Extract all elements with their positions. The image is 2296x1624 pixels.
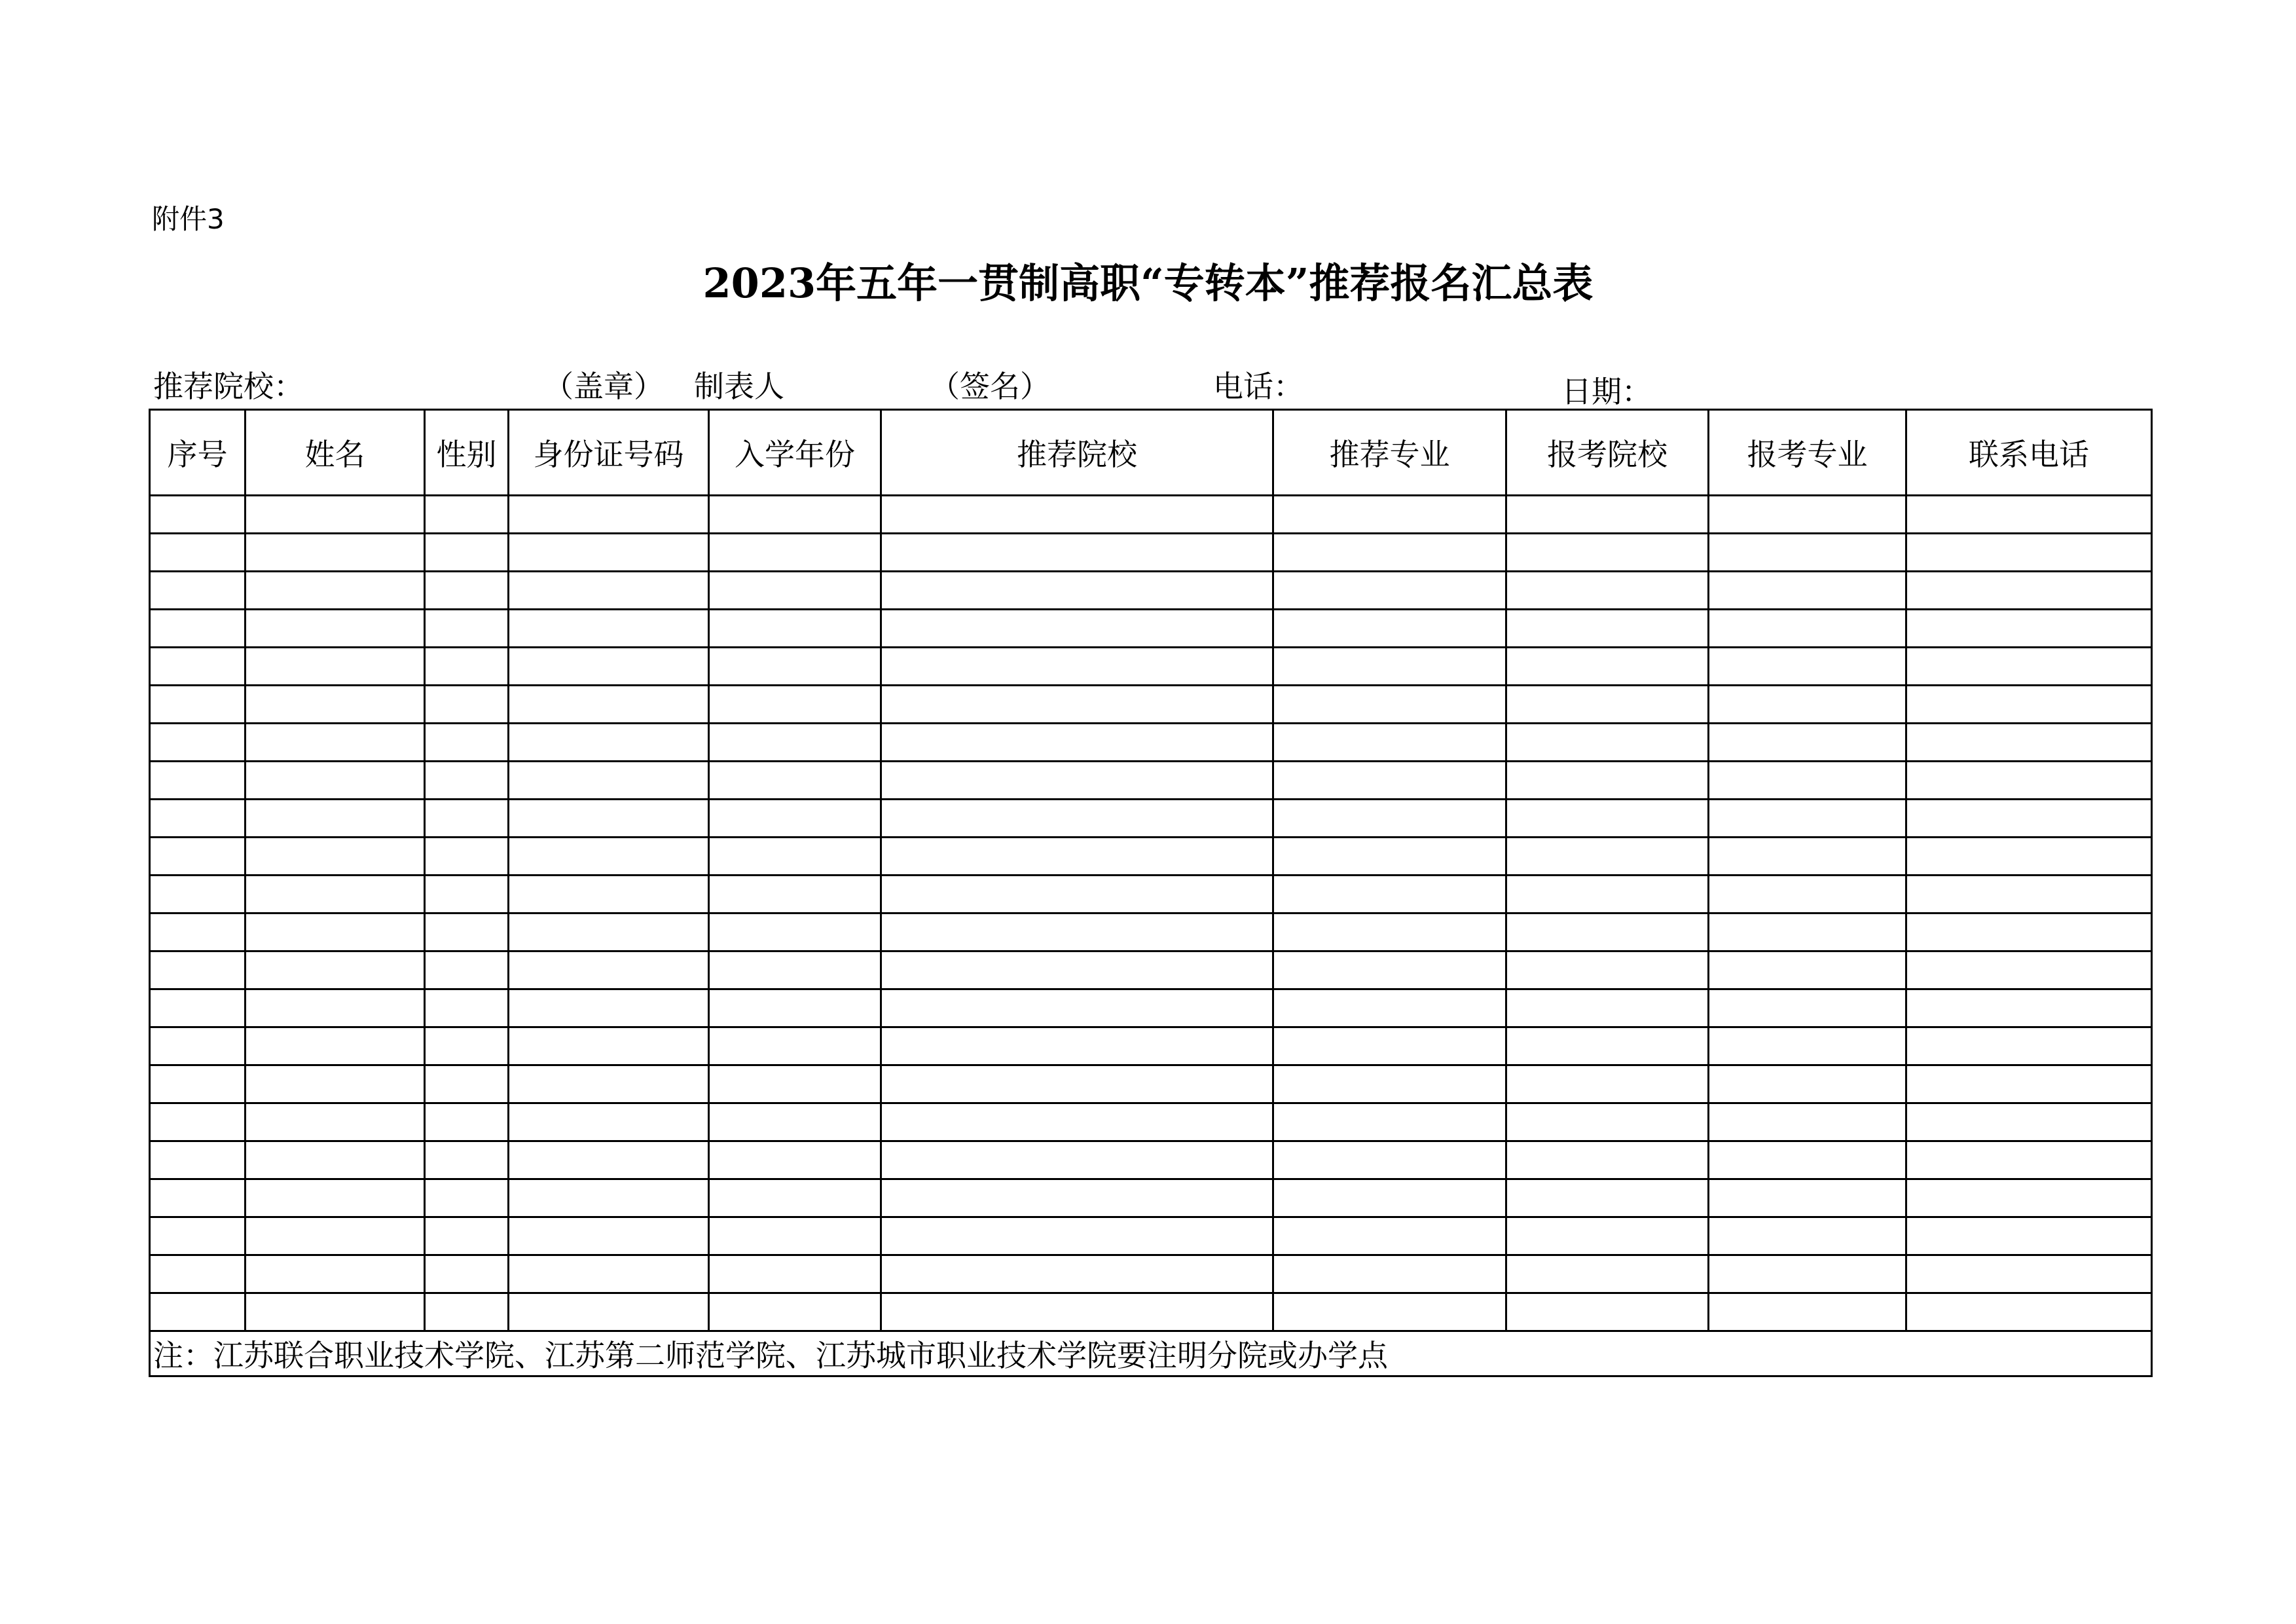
table-cell[interactable] (1709, 724, 1906, 762)
table-cell[interactable] (1906, 951, 2152, 989)
table-cell[interactable] (1273, 1141, 1506, 1179)
table-cell[interactable] (150, 1065, 246, 1103)
table-cell[interactable] (509, 913, 709, 951)
table-cell[interactable] (881, 1141, 1273, 1179)
table-cell[interactable] (246, 913, 425, 951)
table-cell[interactable] (881, 1065, 1273, 1103)
table-cell[interactable] (1273, 838, 1506, 876)
table-cell[interactable] (1506, 534, 1709, 572)
table-cell[interactable] (509, 1293, 709, 1331)
table-cell[interactable] (709, 989, 881, 1027)
table-cell[interactable] (509, 1065, 709, 1103)
col-header-index: 序号 (150, 410, 246, 496)
table-cell[interactable] (709, 1293, 881, 1331)
table-cell[interactable] (246, 989, 425, 1027)
table-cell[interactable] (881, 686, 1273, 724)
table-cell[interactable] (1906, 534, 2152, 572)
table-cell[interactable] (1273, 800, 1506, 838)
table-cell[interactable] (509, 572, 709, 610)
table-cell[interactable] (881, 762, 1273, 800)
table-cell[interactable] (1506, 876, 1709, 913)
table-header-row (150, 410, 2152, 496)
table-cell[interactable] (509, 1103, 709, 1141)
table-cell[interactable] (246, 610, 425, 648)
table-cell[interactable] (150, 989, 246, 1027)
table-cell[interactable] (709, 496, 881, 534)
table-cell[interactable] (1906, 1103, 2152, 1141)
table-cell[interactable] (1506, 951, 1709, 989)
table-cell[interactable] (246, 1217, 425, 1255)
table-cell[interactable] (1906, 648, 2152, 686)
school-label: 推荐院校： (153, 369, 304, 404)
table-cell[interactable] (709, 534, 881, 572)
table-cell[interactable] (246, 1255, 425, 1293)
table-cell[interactable] (246, 1141, 425, 1179)
table-cell[interactable] (709, 1179, 881, 1217)
table-cell[interactable] (881, 1217, 1273, 1255)
table-cell[interactable] (150, 913, 246, 951)
table-cell[interactable] (150, 800, 246, 838)
table-cell[interactable] (1709, 1293, 1906, 1331)
col-header-apply-major: 报考专业 (1709, 410, 1906, 496)
table-cell[interactable] (709, 610, 881, 648)
table-cell[interactable] (246, 762, 425, 800)
table-cell[interactable] (1709, 1179, 1906, 1217)
col-header-gender: 性别 (425, 410, 509, 496)
table-cell[interactable] (1709, 800, 1906, 838)
table-cell[interactable] (425, 1255, 509, 1293)
table-cell[interactable] (1906, 1065, 2152, 1103)
date-label: 日期： (1561, 374, 1652, 409)
table-cell[interactable] (881, 534, 1273, 572)
table-cell[interactable] (1273, 913, 1506, 951)
table-cell[interactable] (509, 989, 709, 1027)
table-cell[interactable] (425, 496, 509, 534)
table-cell[interactable] (1273, 1293, 1506, 1331)
table-cell[interactable] (709, 876, 881, 913)
table-cell[interactable] (1506, 913, 1709, 951)
table-cell[interactable] (1906, 724, 2152, 762)
table-cell[interactable] (1906, 838, 2152, 876)
table-cell[interactable] (1506, 1179, 1709, 1217)
table-cell[interactable] (881, 876, 1273, 913)
table-cell[interactable] (709, 572, 881, 610)
table-cell[interactable] (1906, 989, 2152, 1027)
table-cell[interactable] (425, 1217, 509, 1255)
table-cell[interactable] (709, 913, 881, 951)
table-cell[interactable] (425, 534, 509, 572)
table-cell[interactable] (509, 648, 709, 686)
table-cell[interactable] (881, 989, 1273, 1027)
table-cell[interactable] (1906, 1255, 2152, 1293)
table-cell[interactable] (1506, 648, 1709, 686)
table-cell[interactable] (509, 496, 709, 534)
table-cell[interactable] (150, 1255, 246, 1293)
table-row (150, 572, 2152, 610)
table-cell[interactable] (881, 800, 1273, 838)
table-cell[interactable] (1273, 496, 1506, 534)
table-cell[interactable] (1506, 686, 1709, 724)
table-cell[interactable] (425, 951, 509, 989)
table-cell[interactable] (1506, 838, 1709, 876)
table-cell[interactable] (709, 1217, 881, 1255)
registration-table (149, 409, 2153, 1377)
table-cell[interactable] (709, 1065, 881, 1103)
table-cell[interactable] (881, 610, 1273, 648)
table-cell[interactable] (150, 762, 246, 800)
table-cell[interactable] (1506, 989, 1709, 1027)
table-cell[interactable] (509, 762, 709, 800)
table-cell[interactable] (709, 1027, 881, 1065)
table-cell[interactable] (1906, 800, 2152, 838)
table-cell[interactable] (1273, 572, 1506, 610)
table-cell[interactable] (709, 951, 881, 989)
table-cell[interactable] (509, 1027, 709, 1065)
table-cell[interactable] (1709, 876, 1906, 913)
table-cell[interactable] (425, 1103, 509, 1141)
table-cell[interactable] (1709, 913, 1906, 951)
table-cell[interactable] (1709, 838, 1906, 876)
table-cell[interactable] (881, 838, 1273, 876)
table-cell[interactable] (425, 572, 509, 610)
table-row (150, 1065, 2152, 1103)
table-cell[interactable] (1506, 1255, 1709, 1293)
table-cell[interactable] (509, 1141, 709, 1179)
table-cell[interactable] (425, 838, 509, 876)
table-cell[interactable] (425, 610, 509, 648)
table-cell[interactable] (246, 496, 425, 534)
table-row (150, 1293, 2152, 1331)
col-header-name: 姓名 (246, 410, 425, 496)
table-cell[interactable] (509, 686, 709, 724)
table-cell[interactable] (246, 648, 425, 686)
col-header-id-number: 身份证号码 (509, 410, 709, 496)
table-row (150, 648, 2152, 686)
table-cell[interactable] (246, 686, 425, 724)
sign-label: （签名） (930, 369, 1050, 404)
table-row (150, 1255, 2152, 1293)
table-cell[interactable] (881, 1103, 1273, 1141)
table-cell[interactable] (1906, 572, 2152, 610)
table-cell[interactable] (150, 1103, 246, 1141)
table-cell[interactable] (881, 572, 1273, 610)
table-cell[interactable] (1273, 1255, 1506, 1293)
table-cell[interactable] (246, 1179, 425, 1217)
table-cell[interactable] (1906, 1141, 2152, 1179)
table-cell[interactable] (1273, 1065, 1506, 1103)
table-cell[interactable] (881, 648, 1273, 686)
table-cell[interactable] (709, 800, 881, 838)
page-title: 2023年五年一贯制高职“专转本”推荐报名汇总表 (702, 259, 1594, 307)
table-cell[interactable] (509, 1255, 709, 1293)
table-row (150, 686, 2152, 724)
table-cell[interactable] (709, 762, 881, 800)
table-cell[interactable] (881, 1179, 1273, 1217)
table-row (150, 951, 2152, 989)
table-cell[interactable] (881, 496, 1273, 534)
col-header-enroll-year: 入学年份 (709, 410, 881, 496)
table-row (150, 913, 2152, 951)
table-cell[interactable] (881, 951, 1273, 989)
table-cell[interactable] (1273, 762, 1506, 800)
table-cell[interactable] (1273, 1179, 1506, 1217)
table-cell[interactable] (881, 1027, 1273, 1065)
table-cell[interactable] (509, 1179, 709, 1217)
table-cell[interactable] (1709, 1103, 1906, 1141)
table-cell[interactable] (1906, 876, 2152, 913)
table-cell[interactable] (425, 686, 509, 724)
table-cell[interactable] (1709, 989, 1906, 1027)
table-cell[interactable] (150, 1293, 246, 1331)
table-cell[interactable] (709, 1255, 881, 1293)
maker-label: 制表人 (694, 369, 784, 404)
table-row (150, 989, 2152, 1027)
table-cell[interactable] (246, 876, 425, 913)
table-cell[interactable] (709, 686, 881, 724)
table-cell[interactable] (1273, 534, 1506, 572)
table-cell[interactable] (246, 572, 425, 610)
table-cell[interactable] (425, 913, 509, 951)
table-cell[interactable] (509, 876, 709, 913)
table-cell[interactable] (425, 1065, 509, 1103)
table-cell[interactable] (425, 724, 509, 762)
table-cell[interactable] (1273, 951, 1506, 989)
table-cell[interactable] (709, 838, 881, 876)
table-cell[interactable] (1709, 762, 1906, 800)
table-cell[interactable] (150, 1217, 246, 1255)
table-cell[interactable] (709, 1103, 881, 1141)
table-row (150, 496, 2152, 534)
table-body (150, 496, 2152, 1331)
attachment-label: 附件3 (152, 203, 225, 235)
table-cell[interactable] (150, 724, 246, 762)
table-cell[interactable] (246, 951, 425, 989)
table-cell[interactable] (1273, 876, 1506, 913)
table-cell[interactable] (246, 1103, 425, 1141)
table-cell[interactable] (1906, 686, 2152, 724)
table-cell[interactable] (1273, 610, 1506, 648)
table-cell[interactable] (1506, 1217, 1709, 1255)
table-row (150, 1217, 2152, 1255)
table-row (150, 534, 2152, 572)
table-cell[interactable] (1709, 1255, 1906, 1293)
table-cell[interactable] (1506, 762, 1709, 800)
table-cell[interactable] (1506, 800, 1709, 838)
table-cell[interactable] (246, 534, 425, 572)
table-cell[interactable] (246, 1065, 425, 1103)
table-cell[interactable] (150, 1027, 246, 1065)
table-cell[interactable] (509, 1217, 709, 1255)
table-cell[interactable] (150, 496, 246, 534)
table-cell[interactable] (1273, 686, 1506, 724)
table-cell[interactable] (1709, 572, 1906, 610)
col-header-apply-school: 报考院校 (1506, 410, 1709, 496)
table-cell[interactable] (1506, 1065, 1709, 1103)
table-cell[interactable] (150, 686, 246, 724)
table-row (150, 800, 2152, 838)
table-cell[interactable] (150, 610, 246, 648)
table-row (150, 762, 2152, 800)
table-cell[interactable] (246, 838, 425, 876)
note-row (150, 1331, 2152, 1376)
table-cell[interactable] (1506, 1027, 1709, 1065)
table-cell[interactable] (709, 724, 881, 762)
table-cell[interactable] (881, 913, 1273, 951)
table-cell[interactable] (425, 1027, 509, 1065)
table-cell[interactable] (1709, 1027, 1906, 1065)
table-cell[interactable] (1506, 572, 1709, 610)
table-cell[interactable] (709, 1141, 881, 1179)
table-cell[interactable] (509, 724, 709, 762)
table-cell[interactable] (1506, 610, 1709, 648)
table-cell[interactable] (1906, 610, 2152, 648)
table-row (150, 610, 2152, 648)
table-cell[interactable] (425, 800, 509, 838)
table-cell[interactable] (1906, 1217, 2152, 1255)
table-cell[interactable] (150, 648, 246, 686)
table-cell[interactable] (881, 1293, 1273, 1331)
table-row (150, 1179, 2152, 1217)
table-cell[interactable] (1273, 989, 1506, 1027)
table-cell[interactable] (150, 572, 246, 610)
table-cell[interactable] (1273, 724, 1506, 762)
table-cell[interactable] (1709, 951, 1906, 989)
table-cell[interactable] (1709, 1065, 1906, 1103)
table-row (150, 1027, 2152, 1065)
seal-label: （盖章） (543, 369, 664, 404)
table-cell[interactable] (1906, 1293, 2152, 1331)
table-cell[interactable] (1906, 496, 2152, 534)
table-cell[interactable] (1506, 1103, 1709, 1141)
table-cell[interactable] (246, 724, 425, 762)
table-cell[interactable] (1709, 610, 1906, 648)
table-cell[interactable] (150, 876, 246, 913)
table-cell[interactable] (150, 1179, 246, 1217)
table-cell[interactable] (1709, 1217, 1906, 1255)
table-cell[interactable] (1273, 1027, 1506, 1065)
table-row (150, 724, 2152, 762)
table-cell[interactable] (881, 1255, 1273, 1293)
col-header-recommend-school: 推荐院校 (881, 410, 1273, 496)
table-cell[interactable] (1906, 913, 2152, 951)
table-cell[interactable] (150, 1141, 246, 1179)
col-header-recommend-major: 推荐专业 (1273, 410, 1506, 496)
table-cell[interactable] (425, 1179, 509, 1217)
table-cell[interactable] (425, 1141, 509, 1179)
table-cell[interactable] (1273, 1103, 1506, 1141)
table-cell[interactable] (150, 534, 246, 572)
table-cell[interactable] (246, 1027, 425, 1065)
table-cell[interactable] (1709, 686, 1906, 724)
table-cell[interactable] (1709, 1141, 1906, 1179)
table-cell[interactable] (1709, 648, 1906, 686)
phone-label: 电话： (1213, 369, 1303, 404)
table-cell[interactable] (509, 610, 709, 648)
table-cell[interactable] (1506, 496, 1709, 534)
table-cell[interactable] (1506, 1141, 1709, 1179)
table-cell[interactable] (425, 648, 509, 686)
table-note: 注：江苏联合职业技术学院、江苏第二师范学院、江苏城市职业技术学院要注明分院或办学点 (150, 1331, 2152, 1376)
table-cell[interactable] (509, 800, 709, 838)
table-cell[interactable] (1906, 1179, 2152, 1217)
table-cell[interactable] (150, 951, 246, 989)
table-cell[interactable] (246, 800, 425, 838)
table-cell[interactable] (425, 762, 509, 800)
table-cell[interactable] (425, 1293, 509, 1331)
table-cell[interactable] (150, 838, 246, 876)
col-header-phone: 联系电话 (1906, 410, 2152, 496)
table-cell[interactable] (1709, 496, 1906, 534)
table-cell[interactable] (1506, 724, 1709, 762)
table-row (150, 838, 2152, 876)
table-cell[interactable] (881, 724, 1273, 762)
table-row (150, 1103, 2152, 1141)
table-cell[interactable] (509, 838, 709, 876)
table-cell[interactable] (1906, 762, 2152, 800)
table-cell[interactable] (1906, 1027, 2152, 1065)
table-row (150, 1141, 2152, 1179)
table-cell[interactable] (1273, 648, 1506, 686)
table-cell[interactable] (509, 951, 709, 989)
table-row (150, 876, 2152, 913)
table-cell[interactable] (425, 989, 509, 1027)
table-cell[interactable] (246, 1293, 425, 1331)
table-cell[interactable] (1709, 534, 1906, 572)
table-cell[interactable] (425, 876, 509, 913)
table-cell[interactable] (1506, 1293, 1709, 1331)
table-cell[interactable] (509, 534, 709, 572)
table-cell[interactable] (1273, 1217, 1506, 1255)
table-cell[interactable] (709, 648, 881, 686)
